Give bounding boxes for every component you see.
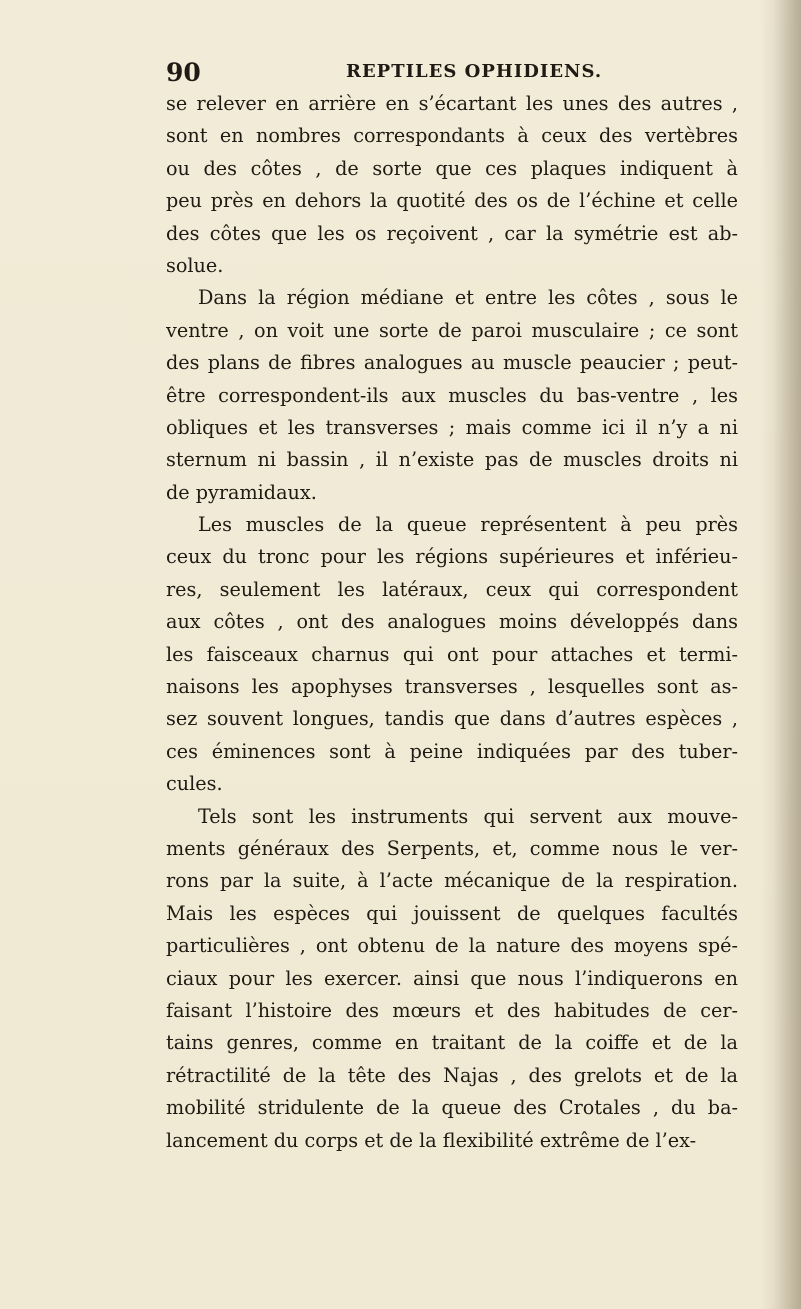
text-line: rons par la suite, à l’acte mécanique de la respiration. (166, 869, 738, 893)
page-header (166, 58, 726, 92)
text-line: ces éminences sont à peine indiquées par des tuber- (166, 739, 738, 763)
text-line: obliques et les transverses ; mais comme ici il n’y a ni (166, 415, 738, 439)
text-line: ciaux pour les exercer. ainsi que nous l’indiquerons en (166, 966, 738, 990)
text-line: peu près en dehors la quotité des os de l’échine et celle (166, 189, 738, 213)
text-line: Mais les espèces qui jouissent de quelques facultés (166, 901, 738, 925)
text-line: res, seulement les latéraux, ceux qui correspondent (166, 577, 738, 601)
text-line: des côtes que les os reçoivent , car la symétrie est ab- (166, 221, 738, 245)
text-line: se relever en arrière en s’écartant les unes des autres , (166, 92, 738, 115)
body-text (166, 88, 738, 1157)
text-line: être correspondent-ils aux muscles du bas-ventre , les (166, 383, 738, 407)
running-title: REPTILES OPHIDIENS. (346, 61, 603, 82)
text-line: lancement du corps et de la flexibilité extrême de l’ex- (166, 1128, 697, 1152)
text-line: sternum ni bassin , il n’existe pas de muscles droits ni (166, 448, 738, 472)
text-line: des plans de fibres analogues au muscle peaucier ; peut- (166, 351, 738, 375)
text-line: Les muscles de la queue représentent à peu près (198, 513, 738, 537)
text-line: de pyramidaux. (166, 480, 317, 504)
text-line: ceux du tronc pour les régions supérieures et inférieu- (166, 545, 738, 569)
text-line: sez souvent longues, tandis que dans d’autres espèces , (166, 707, 738, 731)
page-number: 90 (166, 58, 201, 87)
text-line: ventre , on voit une sorte de paroi musculaire ; ce sont (166, 318, 738, 342)
text-line: mobilité stridulente de la queue des Crotales , du ba- (166, 1096, 738, 1120)
text-line: les faisceaux charnus qui ont pour attaches et termi- (166, 642, 738, 666)
page-edge-shadow (773, 0, 801, 1309)
text-line: sont en nombres correspondants à ceux des vertèbres (166, 124, 738, 148)
text-line: rétractilité de la tête des Najas , des grelots et de la (166, 1063, 738, 1087)
text-line: faisant l’histoire des mœurs et des habitudes de cer- (166, 998, 738, 1022)
text-line: cules. (166, 772, 223, 796)
text-line: aux côtes , ont des analogues moins développés dans (166, 610, 738, 634)
text-line: Dans la région médiane et entre les côtes , sous le (198, 286, 738, 310)
text-line: naisons les apophyses transverses , lesquelles sont as- (166, 675, 738, 699)
text-line: solue. (166, 253, 224, 277)
text-line: ments généraux des Serpents, et, comme nous le ver- (166, 836, 738, 860)
text-line: particulières , ont obtenu de la nature des moyens spé- (166, 934, 738, 958)
text-line: tains genres, comme en traitant de la coiffe et de la (166, 1031, 738, 1055)
text-line: ou des côtes , de sorte que ces plaques indiquent à (166, 156, 738, 180)
text-line: Tels sont les instruments qui servent aux mouve- (198, 804, 738, 828)
